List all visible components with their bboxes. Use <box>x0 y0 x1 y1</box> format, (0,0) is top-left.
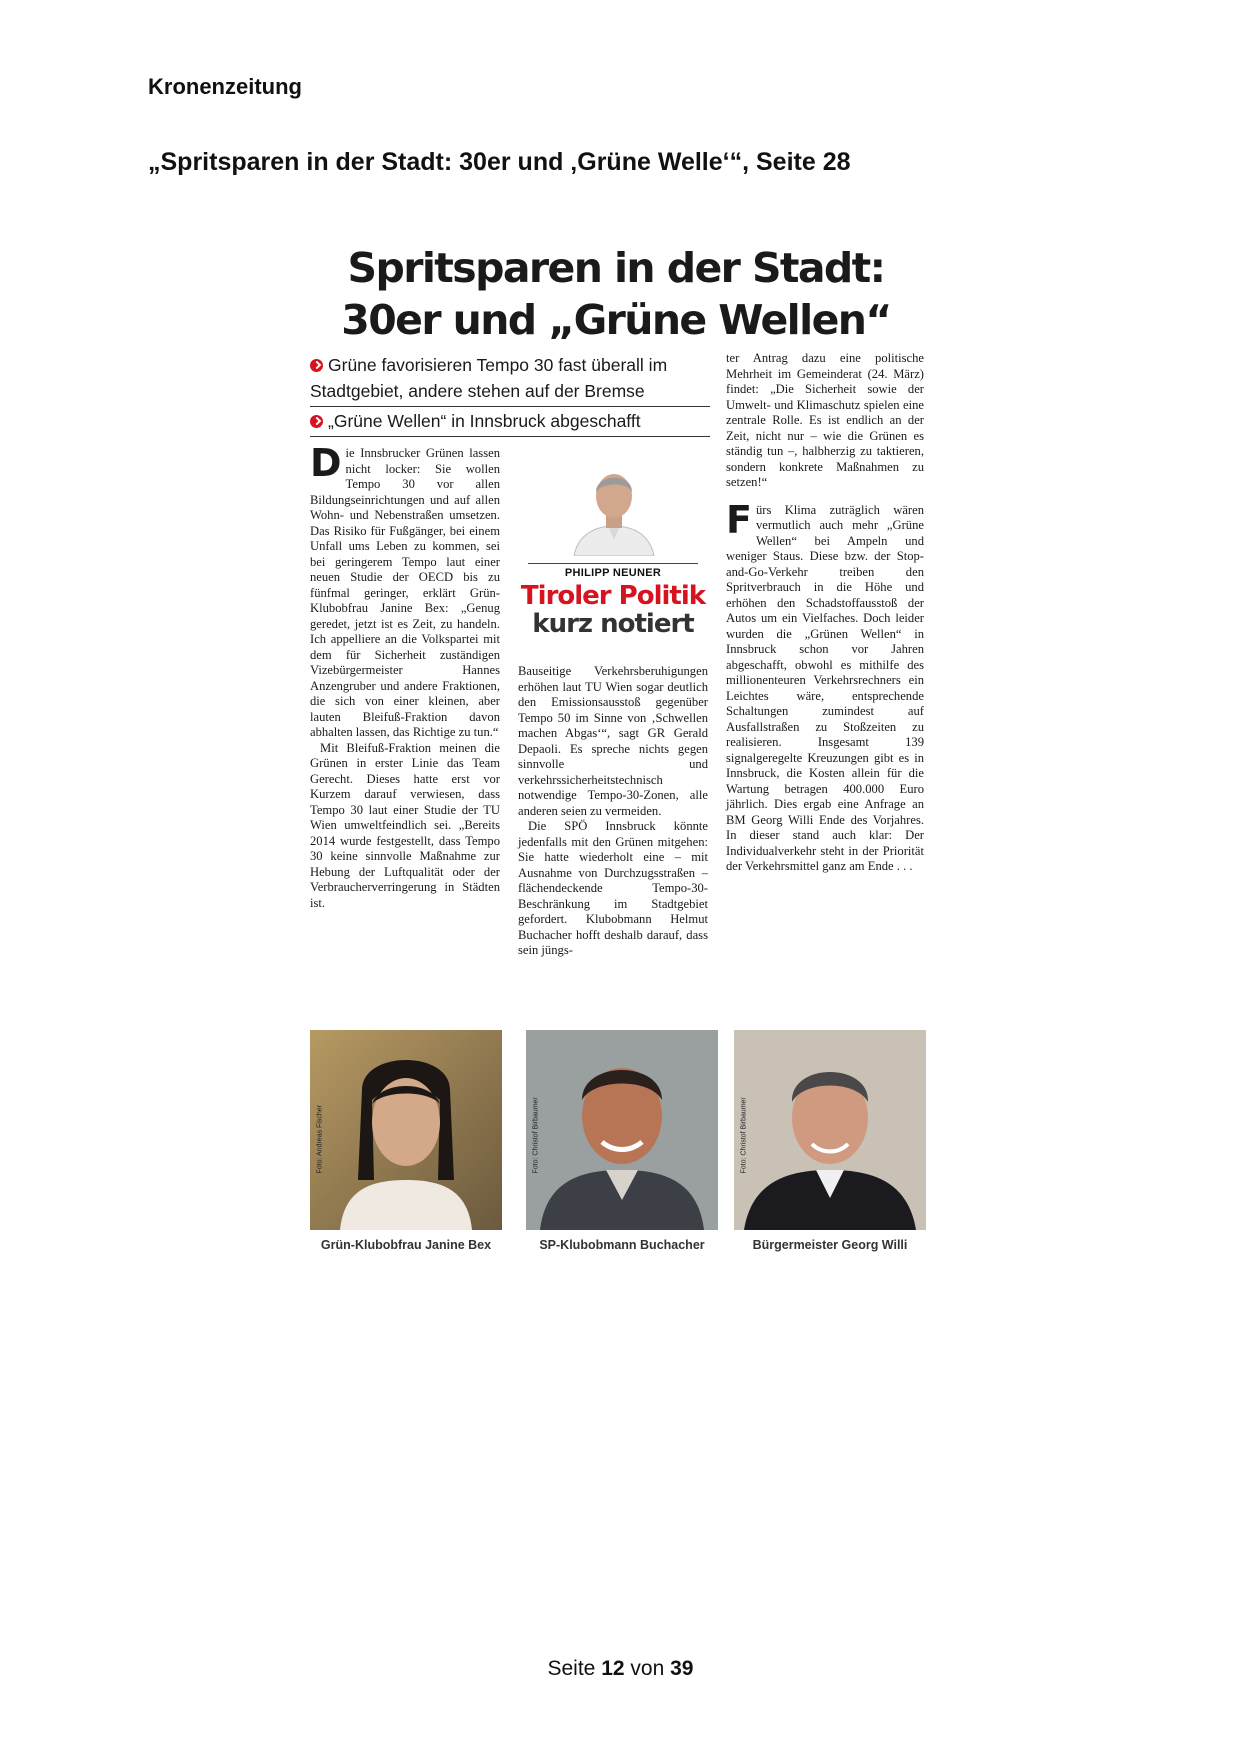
photo-georg-willi <box>734 1030 926 1230</box>
photo-credit: Foto: Christof Birbaumer <box>532 1097 540 1174</box>
photo-credit: Foto: Andreas Fischer <box>316 1105 324 1174</box>
column-2-paragraph-1: Bauseitige Verkehrsberuhigungen erhöhen laut TU Wien sogar deutlich den Emissionsausstoß gegenüber Tempo 50 im Sinne von ‚Schwellen machen Abgas‘“, sagt GR Gerald Depaoli. Es spreche nichts gegen sinnvolle und verkehrssicherheitstechnisch notwendige Tempo-30-Zonen, alle anderen seien zu vermeiden. <box>518 664 708 818</box>
photo-caption-3: Bürgermeister Georg Willi <box>752 1238 908 1252</box>
page-label: Seite <box>547 1657 596 1680</box>
headline-line-1: Spritsparen in der Stadt: <box>347 244 885 292</box>
article-column-1 <box>310 441 500 911</box>
photo-janine-bex <box>310 1030 502 1230</box>
portrait-image <box>734 1030 926 1230</box>
red-arrow-bullet-icon <box>310 359 323 372</box>
bullet-2-text: „Grüne Wellen“ in Innsbruck abgeschafft <box>328 411 641 431</box>
column-1-paragraph-2: Mit Bleifuß-Fraktion meinen die Grünen in erster Linie das Team Gerecht. Dieses hatte erst vor Kurzem darauf verwiesen, dass Tempo 30 laut einer Studie der TU Wien umweltfeindlich sei. „Bereits 2014 wurde festgestellt, dass Tempo 30 keine sinnvolle Maßnahme zur Hebung der Luftqualität oder der Verbraucherverringerung in Städten ist. <box>310 740 500 910</box>
column-subtitle: kurz notiert <box>532 609 694 639</box>
column-1-text-1: ie Innsbrucker Grünen lassen nicht locker: Sie wollen Tempo 30 vor allen Bildungseinrichtungen und auf allen Wohn- und Nebenstraßen umsetzen. Das Risiko für Fußgänger, bei einem Unfall ums Leben zu kommen, sei bei geringerem Tempo laut einer neuen Studie der OECD bis zu fünfmal geringer, erklärt Grün-Klubobfrau Janine Bex: „Genug geredet, jetzt ist es Zeit, zu handeln. Ich appelliere an die Volkspartei mit dem für Sicherheit zuständigen Vizebürgermeister Hannes Anzengruber und andere Fraktionen, die sich von einer kleinen, aber lauten Bleifuß-Fraktion davon abhalten lassen, das Richtige zu tun.“ <box>310 446 500 739</box>
divider <box>528 563 698 564</box>
column-title: Tiroler Politik <box>520 581 706 611</box>
bullet-2 <box>310 407 710 437</box>
column-3-paragraph-1: ter Antrag dazu eine politische Mehrheit im Gemeinderat (24. März) findet: „Die Sicherheit sowie der Umwelt- und Klimaschutz spielen eine zentrale Rolle. Es ist endlich an der Zeit, nicht nur – wie die Grünen es ständig tun –, halbherzig zu taktieren, sondern konkrete Maßnahmen zu setzen!“ <box>726 351 924 489</box>
columnist-portrait <box>568 456 660 556</box>
headline-line-2: 30er und „Grüne Wellen“ <box>341 296 891 344</box>
article-column-2 <box>518 664 708 959</box>
photo-credit: Foto: Christof Birbaumer <box>740 1097 748 1174</box>
current-page: 12 <box>601 1657 625 1680</box>
column-1-paragraph-1 <box>310 441 500 741</box>
portrait-image <box>526 1030 718 1230</box>
columnist-name: PHILIPP NEUNER <box>564 567 662 579</box>
red-arrow-bullet-icon <box>310 415 323 428</box>
document-title: „Spritsparen in der Stadt: 30er und ‚Grüne Welle‘“, Seite 28 <box>148 148 851 176</box>
column-header <box>518 563 708 637</box>
bullet-1 <box>310 351 710 407</box>
article-column-3 <box>726 351 924 875</box>
newspaper-clipping <box>306 238 926 1318</box>
page-of-label: von <box>630 1657 665 1680</box>
bullet-1-line-1: Grüne favorisieren Tempo 30 fast überall im <box>328 355 668 375</box>
photo-helmut-buchacher <box>526 1030 718 1230</box>
subheadline-bullets <box>310 351 710 437</box>
photo-caption-1: Grün-Klubobfrau Janine Bex <box>320 1238 492 1252</box>
page-number <box>0 1657 1241 1681</box>
drop-cap: F <box>726 497 752 542</box>
column-2-paragraph-2: Die SPÖ Innsbruck könnte jedenfalls mit den Grünen mitgehen: Sie hatte wiederholt eine – mit Ausnahme von Durchzugsstraßen – flächendeckende Tempo-30-Beschränkung im Stadtgebiet gefordert. Klubobmann Helmut Buchacher hofft deshalb darauf, dass sein jüngs- <box>518 819 708 957</box>
total-pages: 39 <box>670 1657 694 1680</box>
bullet-1-line-2: Stadtgebiet, andere stehen auf der Bremse <box>310 381 645 401</box>
column-3-paragraph-2 <box>726 497 924 875</box>
column-3-text-2: ürs Klima zuträglich wären vermutlich auch mehr „Grüne Wellen“ bei Ampeln und weniger Staus. Diese bzw. der Stop-and-Go-Verkehr treiben den Spritverbrauch in die Höhe und erhöhen den Schadstoffausstoß der Autos um ein Vielfaches. Doch leider wurden die „Grünen Wellen“ in Innsbruck schon vor Jahren abgeschafft, obwohl es mithilfe des millionenteuren Verkehrsrechners ein Leichtes wäre, entsprechende Schaltungen zumindest auf Ausfallstraßen zu Stoßzeiten zu realisieren. Insgesamt 139 signalgeregelte Kreuzungen gibt es in Innsbruck, die Kosten allein für die Wartung betragen 400.000 Euro jährlich. Dies ergab eine Anfrage an BM Georg Willi Ende des Vorjahres. In dieser stand auch klar: Der Individualverkehr steht in der Priorität der Verkehrsmittel ganz am Ende . . . <box>726 502 924 873</box>
drop-cap: D <box>310 441 342 485</box>
columnist-portrait-image <box>568 456 660 556</box>
portrait-image <box>310 1030 502 1230</box>
photo-caption-2: SP-Klubobmann Buchacher <box>539 1238 705 1252</box>
article-headline <box>306 242 926 346</box>
publication-name: Kronenzeitung <box>148 74 302 99</box>
